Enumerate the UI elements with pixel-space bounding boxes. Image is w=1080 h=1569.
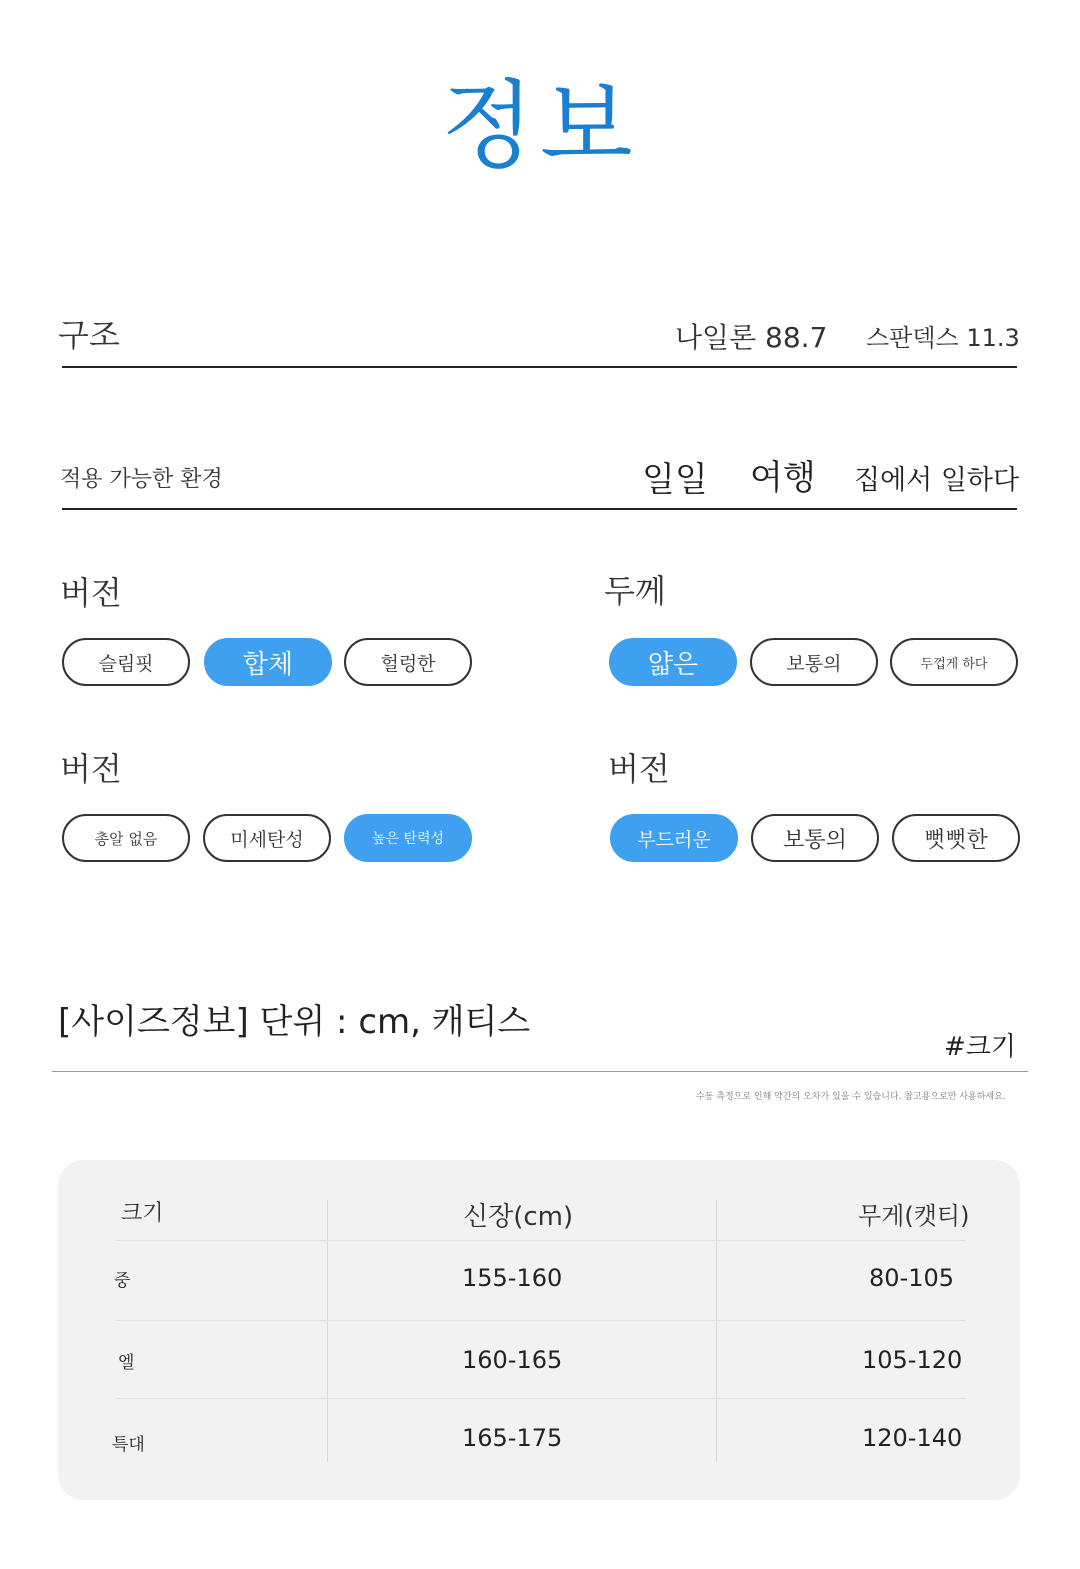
table-cell-height: 155-160 bbox=[462, 1264, 563, 1292]
environment-home: 집에서 일하다 bbox=[854, 465, 1020, 496]
thickness-option-normal[interactable]: 보통의 bbox=[750, 638, 878, 686]
environment-travel: 여행 bbox=[750, 458, 816, 498]
divider bbox=[62, 366, 1017, 368]
composition-label: 구조 bbox=[58, 316, 120, 354]
environment-label: 적용 가능한 환경 bbox=[60, 467, 223, 492]
softness-option-stiff[interactable]: 뻣뻣한 bbox=[892, 814, 1020, 862]
table-header-height: 신장(cm) bbox=[463, 1202, 574, 1232]
table-cell-weight: 105-120 bbox=[862, 1346, 963, 1374]
softness-heading: 버전 bbox=[608, 750, 670, 788]
softness-option-normal[interactable]: 보통의 bbox=[751, 814, 879, 862]
elasticity-option-high[interactable]: 높은 탄력성 bbox=[344, 814, 472, 862]
fit-option-slim[interactable]: 슬림핏 bbox=[62, 638, 190, 686]
fit-heading: 버전 bbox=[60, 574, 122, 612]
thickness-option-thick[interactable]: 두껍게 하다 bbox=[890, 638, 1018, 686]
elasticity-option-none[interactable]: 총알 없음 bbox=[62, 814, 190, 862]
page-title: 정보 bbox=[441, 70, 639, 182]
elasticity-option-micro[interactable]: 미세탄성 bbox=[203, 814, 331, 862]
fit-option-regular[interactable]: 합체 bbox=[204, 638, 332, 686]
table-cell-weight: 80-105 bbox=[869, 1264, 955, 1292]
elasticity-heading: 버전 bbox=[60, 750, 122, 788]
divider bbox=[62, 508, 1017, 510]
row-divider bbox=[116, 1398, 966, 1399]
row-divider bbox=[116, 1320, 966, 1321]
composition-nylon: 나일론 88.7 bbox=[675, 321, 828, 354]
fit-option-loose[interactable]: 헐렁한 bbox=[344, 638, 472, 686]
table-cell-weight: 120-140 bbox=[862, 1424, 963, 1452]
table-cell-size: 엘 bbox=[118, 1353, 135, 1373]
environment-daily: 일일 bbox=[642, 460, 708, 500]
table-header-size: 크기 bbox=[121, 1201, 164, 1226]
table-cell-size: 중 bbox=[114, 1271, 131, 1291]
composition-spandex: 스판덱스 11.3 bbox=[866, 324, 1020, 352]
divider bbox=[52, 1071, 1028, 1072]
size-tag: #크기 bbox=[944, 1032, 1017, 1062]
row-divider bbox=[116, 1240, 966, 1241]
table-cell-height: 160-165 bbox=[462, 1346, 563, 1374]
softness-option-soft[interactable]: 부드러운 bbox=[610, 814, 738, 862]
measurement-note: 수동 측정으로 인해 약간의 오차가 있을 수 있습니다. 참고용으로만 사용하세요. bbox=[696, 1092, 1006, 1102]
table-cell-size: 특대 bbox=[112, 1435, 145, 1455]
table-cell-height: 165-175 bbox=[462, 1424, 563, 1452]
size-info-heading: [사이즈정보] 단위 : cm, 캐티스 bbox=[58, 1002, 531, 1042]
thickness-option-thin[interactable]: 얇은 bbox=[609, 638, 737, 686]
table-header-weight: 무게(캣티) bbox=[858, 1202, 970, 1230]
thickness-heading: 두께 bbox=[604, 572, 666, 610]
